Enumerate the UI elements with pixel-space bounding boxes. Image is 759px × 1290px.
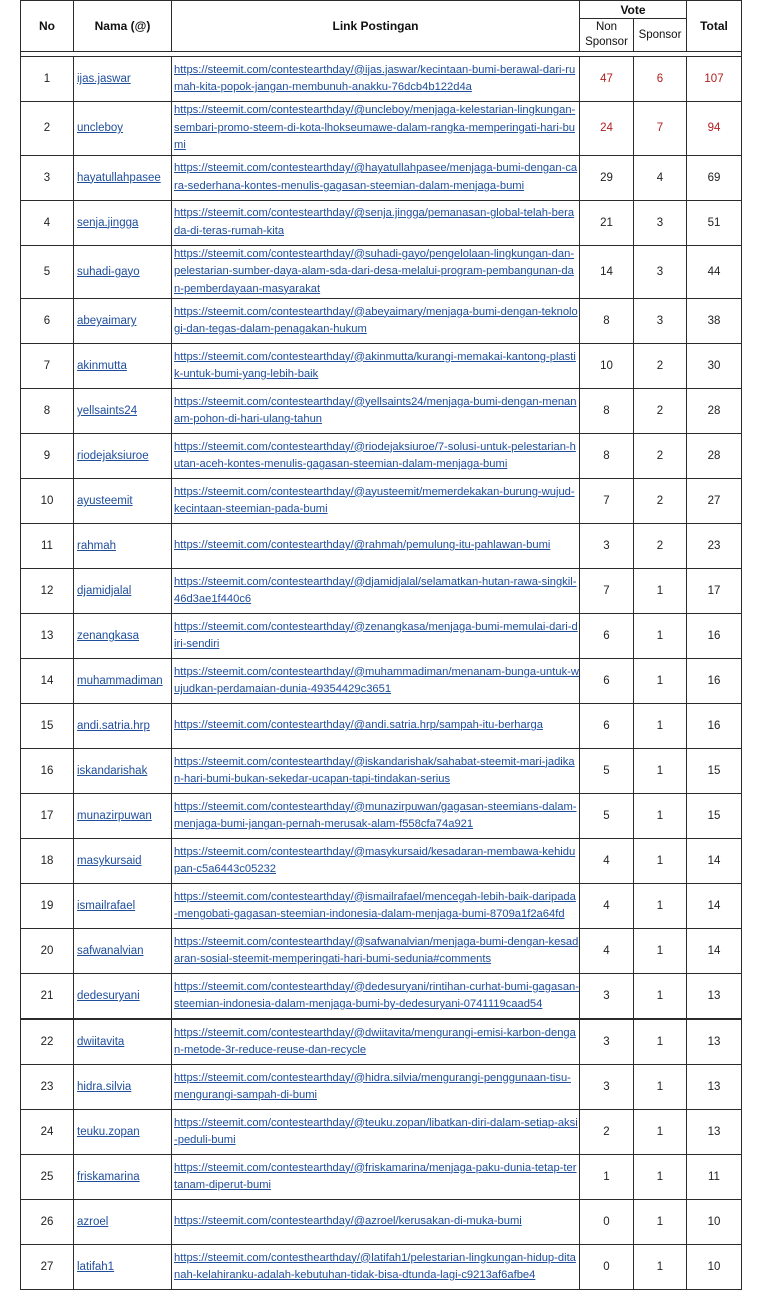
table-row [21,389,742,434]
row-no: 7 [21,344,74,389]
row-non-sponsor: 4 [580,839,634,884]
row-post-link[interactable]: https://steemit.com/contestearthday/@masykursaid/kesadaran-membawa-kehidupan-c5a6443c05232 [172,839,580,884]
row-name-link[interactable]: dwiitavita [74,1019,172,1065]
row-total: 16 [687,659,742,704]
table-row [21,974,742,1020]
table-row [21,614,742,659]
row-no: 2 [21,102,74,156]
row-total: 13 [687,1110,742,1155]
row-post-link[interactable]: https://steemit.com/contestearthday/@ismailrafael/mencegah-lebih-baik-daripada-mengobati-gagasan-steemian-indonesia-dalam-menjaga-bumi-8709a1f2a64fd [172,884,580,929]
row-post-link[interactable]: https://steemit.com/contestearthday/@friskamarina/menjaga-paku-dunia-tetap-tertanam-diperut-bumi [172,1155,580,1200]
table-row [21,524,742,569]
row-name-link[interactable]: rahmah [74,524,172,569]
row-post-link[interactable]: https://steemit.com/contestearthday/@rahmah/pemulung-itu-pahlawan-bumi [172,524,580,569]
row-no: 27 [21,1245,74,1290]
row-name-link[interactable]: masykursaid [74,839,172,884]
row-no: 15 [21,704,74,749]
row-post-link[interactable]: https://steemit.com/contestearthday/@iskandarishak/sahabat-steemit-mari-jadikan-hari-bumi-bukan-sekedar-ucapan-tapi-tindakan-serius [172,749,580,794]
table-row [21,102,742,156]
row-name-link[interactable]: azroel [74,1200,172,1245]
row-total: 17 [687,569,742,614]
row-total: 10 [687,1200,742,1245]
row-non-sponsor: 5 [580,749,634,794]
row-sponsor: 1 [634,974,687,1020]
row-total: 13 [687,974,742,1020]
row-non-sponsor: 1 [580,1155,634,1200]
row-total: 28 [687,389,742,434]
row-name-link[interactable]: dedesuryani [74,974,172,1020]
row-sponsor: 6 [634,57,687,102]
header-non-sponsor-line2: Sponsor [585,36,628,48]
header-non-sponsor-line1: Non [595,21,618,33]
row-sponsor: 3 [634,245,687,299]
row-non-sponsor: 10 [580,344,634,389]
row-name-link[interactable]: zenangkasa [74,614,172,659]
row-name-link[interactable]: abeyaimary [74,299,172,344]
row-non-sponsor: 3 [580,524,634,569]
row-total: 23 [687,524,742,569]
row-post-link[interactable]: https://steemit.com/contestearthday/@senja.jingga/pemanasan-global-telah-berada-di-teras-rumah-kita [172,200,580,245]
row-non-sponsor: 3 [580,1019,634,1065]
header-link: Link Postingan [172,1,580,52]
table-body [21,57,742,1290]
row-no: 20 [21,929,74,974]
row-sponsor: 3 [634,200,687,245]
row-post-link[interactable]: https://steemit.com/contestearthday/@yellsaints24/menjaga-bumi-dengan-menanam-pohon-di-hari-ulang-tahun [172,389,580,434]
table-row [21,749,742,794]
header-name: Nama (@) [74,1,172,52]
table-row [21,1110,742,1155]
table-row [21,1245,742,1290]
row-no: 6 [21,299,74,344]
row-name-link[interactable]: ayusteemit [74,479,172,524]
row-total: 28 [687,434,742,479]
header-sponsor: Sponsor [634,19,687,52]
table-row [21,1200,742,1245]
header-no: No [21,1,74,52]
row-sponsor: 2 [634,344,687,389]
row-sponsor: 2 [634,524,687,569]
row-name-link[interactable]: hidra.silvia [74,1065,172,1110]
row-post-link[interactable]: https://steemit.com/contestearthday/@hidra.silvia/mengurangi-penggunaan-tisu-mengurangi-sampah-di-bumi [172,1065,580,1110]
row-name-link[interactable]: latifah1 [74,1245,172,1290]
row-sponsor: 1 [634,659,687,704]
row-non-sponsor: 8 [580,299,634,344]
row-no: 12 [21,569,74,614]
table-row [21,569,742,614]
row-non-sponsor: 6 [580,704,634,749]
row-post-link[interactable]: https://steemit.com/contestearthday/@andi.satria.hrp/sampah-itu-berharga [172,704,580,749]
row-post-link[interactable]: https://steemit.com/contestearthday/@ijas.jaswar/kecintaan-bumi-berawal-dari-rumah-kita-popok-jangan-membunuh-anakku-76dcb4b122d4a [172,57,580,102]
row-non-sponsor: 8 [580,389,634,434]
row-total: 30 [687,344,742,389]
row-non-sponsor: 3 [580,974,634,1020]
row-post-link[interactable]: https://steemit.com/contestearthday/@suhadi-gayo/pengelolaan-lingkungan-dan-pelestarian-sumber-daya-alam-sda-dari-desa-melalui-program-pembangunan-dan-pemberdayaan-masyarakat [172,245,580,299]
row-sponsor: 2 [634,479,687,524]
row-post-link[interactable]: https://steemit.com/contestearthday/@ayusteemit/memerdekakan-burung-wujud-kecintaan-steemian-pada-bumi [172,479,580,524]
row-sponsor: 1 [634,1019,687,1065]
row-post-link[interactable]: https://steemit.com/contestearthday/@teuku.zopan/libatkan-diri-dalam-setiap-aksi-peduli-bumi [172,1110,580,1155]
header-total: Total [687,1,742,52]
row-non-sponsor: 21 [580,200,634,245]
row-no: 13 [21,614,74,659]
row-post-link[interactable]: https://steemit.com/contestearthday/@dedesuryani/rintihan-curhat-bumi-gagasan-steemian-indonesia-dalam-menjaga-bumi-by-dedesuryani-0741119caad54 [172,974,580,1020]
row-no: 16 [21,749,74,794]
header-non-sponsor [580,19,634,52]
row-non-sponsor: 14 [580,245,634,299]
row-total: 38 [687,299,742,344]
row-non-sponsor: 5 [580,794,634,839]
table-row [21,794,742,839]
row-no: 18 [21,839,74,884]
row-non-sponsor: 7 [580,479,634,524]
row-total: 10 [687,1245,742,1290]
row-total: 13 [687,1065,742,1110]
row-sponsor: 1 [634,614,687,659]
row-post-link[interactable]: https://steemit.com/contestearthday/@dwiitavita/mengurangi-emisi-karbon-dengan-metode-3r-reduce-reuse-dan-recycle [172,1019,580,1065]
row-name-link[interactable]: yellsaints24 [74,389,172,434]
row-total: 14 [687,884,742,929]
row-no: 8 [21,389,74,434]
row-sponsor: 1 [634,704,687,749]
row-no: 22 [21,1019,74,1065]
row-no: 1 [21,57,74,102]
row-post-link[interactable]: https://steemit.com/contestearthday/@hayatullahpasee/menjaga-bumi-dengan-cara-sederhana-kontes-menulis-gagasan-steemian-dalam-menjaga-bumi [172,155,580,200]
row-sponsor: 1 [634,749,687,794]
row-name-link[interactable]: uncleboy [74,102,172,156]
row-post-link[interactable]: https://steemit.com/contestearthday/@abeyaimary/menjaga-bumi-dengan-teknologi-dan-tegas-dalam-penagakan-hukum [172,299,580,344]
table-row [21,200,742,245]
row-no: 4 [21,200,74,245]
row-non-sponsor: 3 [580,1065,634,1110]
row-no: 21 [21,974,74,1020]
row-sponsor: 1 [634,839,687,884]
row-total: 94 [687,102,742,156]
table-row [21,434,742,479]
row-sponsor: 1 [634,884,687,929]
row-total: 14 [687,929,742,974]
row-sponsor: 4 [634,155,687,200]
row-sponsor: 3 [634,299,687,344]
row-sponsor: 1 [634,1110,687,1155]
row-name-link[interactable]: riodejaksiuroe [74,434,172,479]
row-name-link[interactable]: ijas.jaswar [74,57,172,102]
row-sponsor: 1 [634,929,687,974]
row-name-link[interactable]: iskandarishak [74,749,172,794]
row-no: 19 [21,884,74,929]
row-post-link[interactable]: https://steemit.com/contestearthday/@riodejaksiuroe/7-solusi-untuk-pelestarian-hutan-aceh-kontes-menulis-gagasan-steemian-dalam-menjaga-bumi [172,434,580,479]
row-post-link[interactable]: https://steemit.com/contesthearthday/@latifah1/pelestarian-lingkungan-hidup-ditanah-kelahiranku-adalah-kebutuhan-tidak-bisa-dtunda-lagi-c9213af6afbe4 [172,1245,580,1290]
row-sponsor: 1 [634,1155,687,1200]
row-post-link[interactable]: https://steemit.com/contestearthday/@zenangkasa/menjaga-bumi-memulai-dari-diri-sendiri [172,614,580,659]
row-no: 3 [21,155,74,200]
table-row [21,1155,742,1200]
row-name-link[interactable]: senja.jingga [74,200,172,245]
table-row [21,929,742,974]
row-non-sponsor: 6 [580,659,634,704]
row-no: 23 [21,1065,74,1110]
row-total: 107 [687,57,742,102]
table-row [21,245,742,299]
results-table [20,0,742,1290]
row-non-sponsor: 2 [580,1110,634,1155]
table-row [21,884,742,929]
row-post-link[interactable]: https://steemit.com/contestearthday/@uncleboy/menjaga-kelestarian-lingkungan-sembari-promo-steem-di-kota-lhokseumawe-dalam-rangka-memperingati-hari-bumi [172,102,580,156]
row-name-link[interactable]: hayatullahpasee [74,155,172,200]
row-no: 25 [21,1155,74,1200]
row-total: 27 [687,479,742,524]
row-total: 15 [687,749,742,794]
row-total: 15 [687,794,742,839]
row-name-link[interactable]: muhammadiman [74,659,172,704]
row-total: 16 [687,614,742,659]
row-non-sponsor: 29 [580,155,634,200]
row-non-sponsor: 0 [580,1245,634,1290]
row-total: 44 [687,245,742,299]
row-sponsor: 1 [634,794,687,839]
table-row [21,344,742,389]
row-name-link[interactable]: munazirpuwan [74,794,172,839]
row-sponsor: 1 [634,1245,687,1290]
table-row [21,704,742,749]
row-no: 9 [21,434,74,479]
row-no: 24 [21,1110,74,1155]
row-sponsor: 1 [634,1200,687,1245]
row-total: 13 [687,1019,742,1065]
results-table-wrapper [20,0,742,1290]
row-post-link[interactable]: https://steemit.com/contestearthday/@akinmutta/kurangi-memakai-kantong-plastik-untuk-bumi-yang-lebih-baik [172,344,580,389]
row-total: 14 [687,839,742,884]
row-no: 10 [21,479,74,524]
row-sponsor: 2 [634,434,687,479]
row-sponsor: 7 [634,102,687,156]
row-non-sponsor: 24 [580,102,634,156]
row-no: 5 [21,245,74,299]
table-row [21,1065,742,1110]
row-non-sponsor: 4 [580,929,634,974]
table-row [21,155,742,200]
row-name-link[interactable]: teuku.zopan [74,1110,172,1155]
table-row [21,1019,742,1065]
row-total: 11 [687,1155,742,1200]
header-vote: Vote [580,1,687,19]
table-row [21,659,742,704]
row-non-sponsor: 7 [580,569,634,614]
table-row [21,57,742,102]
row-no: 11 [21,524,74,569]
row-non-sponsor: 6 [580,614,634,659]
row-sponsor: 1 [634,569,687,614]
row-no: 14 [21,659,74,704]
row-name-link[interactable]: djamidjalal [74,569,172,614]
row-no: 26 [21,1200,74,1245]
row-non-sponsor: 47 [580,57,634,102]
row-post-link[interactable]: https://steemit.com/contestearthday/@djamidjalal/selamatkan-hutan-rawa-singkil-46d3ae1f440c6 [172,569,580,614]
row-name-link[interactable]: safwanalvian [74,929,172,974]
row-name-link[interactable]: ismailrafael [74,884,172,929]
row-post-link[interactable]: https://steemit.com/contestearthday/@safwanalvian/menjaga-bumi-dengan-kesadaran-sosial-steemit-memperingati-hari-bumi-sedunia#comments [172,929,580,974]
row-post-link[interactable]: https://steemit.com/contestearthday/@muhammadiman/menanam-bunga-untuk-wujudkan-perdamaian-dunia-49354429c3651 [172,659,580,704]
row-non-sponsor: 0 [580,1200,634,1245]
row-non-sponsor: 4 [580,884,634,929]
table-row [21,839,742,884]
row-post-link[interactable]: https://steemit.com/contestearthday/@munazirpuwan/gagasan-steemians-dalam-menjaga-bumi-jangan-pernah-merusak-alam-f558cfa74a921 [172,794,580,839]
row-total: 51 [687,200,742,245]
table-row [21,479,742,524]
row-sponsor: 1 [634,1065,687,1110]
row-total: 69 [687,155,742,200]
row-post-link[interactable]: https://steemit.com/contestearthday/@azroel/kerusakan-di-muka-bumi [172,1200,580,1245]
table-row [21,299,742,344]
row-total: 16 [687,704,742,749]
row-sponsor: 2 [634,389,687,434]
row-name-link[interactable]: andi.satria.hrp [74,704,172,749]
row-no: 17 [21,794,74,839]
row-non-sponsor: 8 [580,434,634,479]
row-name-link[interactable]: akinmutta [74,344,172,389]
row-name-link[interactable]: friskamarina [74,1155,172,1200]
row-name-link[interactable]: suhadi-gayo [74,245,172,299]
